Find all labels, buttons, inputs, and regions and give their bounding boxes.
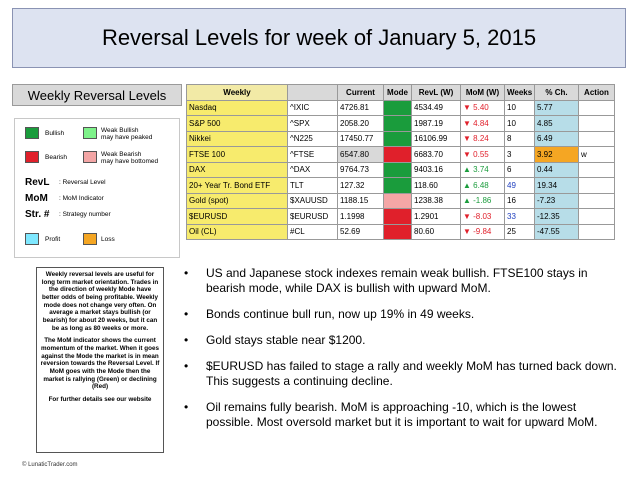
loss-label: Loss xyxy=(101,236,115,243)
current-price: 127.32 xyxy=(338,178,384,194)
instrument-symbol: ^DAX xyxy=(288,162,338,178)
arrow-down-icon: ▼ xyxy=(463,227,474,237)
mom-number: 6.48 xyxy=(473,180,489,190)
copyright-text: © LunaticTrader.com xyxy=(22,462,78,468)
weeks-count: 3 xyxy=(505,147,535,163)
weeks-count: 8 xyxy=(505,131,535,147)
bullet-item: • Gold stays stable near $1200. xyxy=(176,333,626,348)
percent-change: -12.35 xyxy=(535,209,579,225)
weeks-count: 10 xyxy=(505,100,535,116)
reversal-levels-table xyxy=(186,84,615,240)
table-row xyxy=(187,147,615,163)
instrument-name: FTSE 100 xyxy=(187,147,288,163)
commentary-bullets xyxy=(176,266,626,441)
action-cell xyxy=(579,178,615,194)
percent-change: 3.92 xyxy=(535,147,579,163)
bullet-item: • $EURUSD has failed to stage a rally and weekly MoM has turned back down. This suggests a continuing decline. xyxy=(176,359,626,389)
table-row xyxy=(187,224,615,240)
bullish-label: Bullish xyxy=(45,130,65,137)
mode-indicator xyxy=(384,162,412,178)
mom-number: -8.03 xyxy=(473,211,492,221)
instrument-name: Nasdaq xyxy=(187,100,288,116)
mom-value xyxy=(461,100,505,116)
current-price: 4726.81 xyxy=(338,100,384,116)
col-header-current: Current xyxy=(338,85,384,101)
current-price: 6547.80 xyxy=(338,147,384,163)
instrument-name: $EURUSD xyxy=(187,209,288,225)
table-row xyxy=(187,209,615,225)
col-header-revl: RevL (W) xyxy=(412,85,461,101)
weak-bullish-label: Weak Bullish may have peaked xyxy=(101,127,153,142)
current-price: 1188.15 xyxy=(338,193,384,209)
reversal-level: 4534.49 xyxy=(412,100,461,116)
action-cell xyxy=(579,116,615,132)
instrument-name: DAX xyxy=(187,162,288,178)
instrument-symbol: $EURUSD xyxy=(288,209,338,225)
table-row xyxy=(187,116,615,132)
reversal-level: 1238.38 xyxy=(412,193,461,209)
current-price: 9764.73 xyxy=(338,162,384,178)
legend-panel xyxy=(14,118,180,258)
col-header-mom: MoM (W) xyxy=(461,85,505,101)
instrument-symbol: ^SPX xyxy=(288,116,338,132)
instrument-symbol: #CL xyxy=(288,224,338,240)
percent-change: -7.23 xyxy=(535,193,579,209)
mom-value xyxy=(461,178,505,194)
mom-value xyxy=(461,224,505,240)
instrument-name: Nikkei xyxy=(187,131,288,147)
instrument-name: 20+ Year Tr. Bond ETF xyxy=(187,178,288,194)
bearish-swatch xyxy=(25,151,39,163)
mom-value xyxy=(461,147,505,163)
current-price: 52.69 xyxy=(338,224,384,240)
arrow-down-icon: ▼ xyxy=(463,103,474,113)
profit-label: Profit xyxy=(45,236,61,243)
arrow-up-icon: ▲ xyxy=(463,180,474,190)
slide-title: Reversal Levels for week of January 5, 2015 xyxy=(12,8,626,68)
table-row xyxy=(187,178,615,194)
str-key: Str. # xyxy=(25,209,50,220)
col-header-pct-change: % Ch. xyxy=(535,85,579,101)
mom-number: -1.86 xyxy=(473,196,492,206)
mode-indicator xyxy=(384,116,412,132)
mom-value xyxy=(461,162,505,178)
revl-key: RevL xyxy=(25,177,50,188)
bearish-label: Bearish xyxy=(45,154,68,161)
action-cell xyxy=(579,193,615,209)
weeks-count: 10 xyxy=(505,116,535,132)
mom-number: 3.74 xyxy=(473,165,489,175)
reversal-level: 16106.99 xyxy=(412,131,461,147)
reversal-level: 1.2901 xyxy=(412,209,461,225)
table-row xyxy=(187,131,615,147)
reversal-level: 1987.19 xyxy=(412,116,461,132)
arrow-down-icon: ▼ xyxy=(463,134,474,144)
col-header-action: Action xyxy=(579,85,615,101)
action-cell: w xyxy=(579,147,615,163)
weak-bullish-swatch xyxy=(83,127,97,139)
reversal-level: 80.60 xyxy=(412,224,461,240)
bullet-item: • Bonds continue bull run, now up 19% in 49 weeks. xyxy=(176,307,626,322)
weak-bearish-swatch xyxy=(83,151,97,163)
mom-number: 8.24 xyxy=(473,134,489,144)
weeks-count: 6 xyxy=(505,162,535,178)
mom-key: MoM xyxy=(25,193,48,204)
reversal-table-wrap xyxy=(186,84,614,240)
action-cell xyxy=(579,162,615,178)
str-desc: : Strategy number xyxy=(59,211,111,218)
mode-indicator xyxy=(384,193,412,209)
mom-value xyxy=(461,131,505,147)
percent-change: 19.34 xyxy=(535,178,579,194)
mom-value xyxy=(461,116,505,132)
instrument-symbol: $XAUUSD xyxy=(288,193,338,209)
notes-paragraph-3: For further details see our website xyxy=(48,396,152,404)
mode-indicator xyxy=(384,131,412,147)
table-row xyxy=(187,162,615,178)
col-header-weekly: Weekly xyxy=(187,85,288,101)
percent-change: 6.49 xyxy=(535,131,579,147)
weeks-count: 25 xyxy=(505,224,535,240)
mom-number: 4.84 xyxy=(473,118,489,128)
weeks-count: 16 xyxy=(505,193,535,209)
reversal-level: 9403.16 xyxy=(412,162,461,178)
arrow-up-icon: ▲ xyxy=(463,165,474,175)
arrow-down-icon: ▼ xyxy=(463,211,474,221)
mom-value xyxy=(461,209,505,225)
mode-indicator xyxy=(384,178,412,194)
revl-desc: : Reversal Level xyxy=(59,179,106,186)
table-row xyxy=(187,193,615,209)
percent-change: 4.85 xyxy=(535,116,579,132)
current-price: 17450.77 xyxy=(338,131,384,147)
instrument-symbol: ^N225 xyxy=(288,131,338,147)
table-header-row xyxy=(187,85,615,101)
percent-change: 0.44 xyxy=(535,162,579,178)
section-label: Weekly Reversal Levels xyxy=(12,84,182,106)
percent-change: -47.55 xyxy=(535,224,579,240)
instrument-name: Gold (spot) xyxy=(187,193,288,209)
loss-swatch xyxy=(83,233,97,245)
action-cell xyxy=(579,131,615,147)
bullish-swatch xyxy=(25,127,39,139)
profit-swatch xyxy=(25,233,39,245)
percent-change: 5.77 xyxy=(535,100,579,116)
col-header-symbol xyxy=(288,85,338,101)
action-cell xyxy=(579,209,615,225)
instrument-symbol: ^IXIC xyxy=(288,100,338,116)
arrow-up-icon: ▲ xyxy=(463,196,474,206)
current-price: 2058.20 xyxy=(338,116,384,132)
notes-paragraph-1: Weekly reversal levels are useful for long term market orientation. Trades in the direction of weekly Mode have better odds of being profitable. Weekly mode does not change very often. On average a market stays bullish (or bearish) for about 20 weeks, but it can be as long as 80 weeks or more. xyxy=(41,271,159,332)
arrow-down-icon: ▼ xyxy=(463,118,474,128)
mom-number: 0.55 xyxy=(473,149,489,159)
arrow-down-icon: ▼ xyxy=(463,149,474,159)
bullet-item: • US and Japanese stock indexes remain weak bullish. FTSE100 stays in bearish mode, while DAX is bullish with upward MoM. xyxy=(176,266,626,296)
action-cell xyxy=(579,100,615,116)
action-cell xyxy=(579,224,615,240)
mom-value xyxy=(461,193,505,209)
reversal-level: 6683.70 xyxy=(412,147,461,163)
weeks-count: 33 xyxy=(505,209,535,225)
notes-paragraph-2: The MoM indicator shows the current momentum of the market. When it goes against the Mode the market is in mean reversion towards the Reversal Level. If MoM goes with the Mode then the market is rallying (Green) or declining (Red) xyxy=(40,337,160,391)
mode-indicator xyxy=(384,224,412,240)
mode-indicator xyxy=(384,209,412,225)
col-header-weeks: Weeks xyxy=(505,85,535,101)
table-body xyxy=(187,100,615,240)
mom-desc: : MoM Indicator xyxy=(59,195,104,202)
table-row xyxy=(187,100,615,116)
col-header-mode: Mode xyxy=(384,85,412,101)
explanation-notes xyxy=(36,267,164,453)
instrument-name: S&P 500 xyxy=(187,116,288,132)
instrument-symbol: TLT xyxy=(288,178,338,194)
mom-number: 5.40 xyxy=(473,103,489,113)
bullet-item: • Oil remains fully bearish. MoM is approaching -10, which is the lowest possible. Most oversold market but it is important to wait for upward MoM. xyxy=(176,400,626,430)
mom-number: -9.84 xyxy=(473,227,492,237)
instrument-name: Oil (CL) xyxy=(187,224,288,240)
reversal-level: 118.60 xyxy=(412,178,461,194)
mode-indicator xyxy=(384,100,412,116)
current-price: 1.1998 xyxy=(338,209,384,225)
instrument-symbol: ^FTSE xyxy=(288,147,338,163)
mode-indicator xyxy=(384,147,412,163)
weak-bearish-label: Weak Bearish may have bottomed xyxy=(101,151,159,166)
weeks-count: 49 xyxy=(505,178,535,194)
